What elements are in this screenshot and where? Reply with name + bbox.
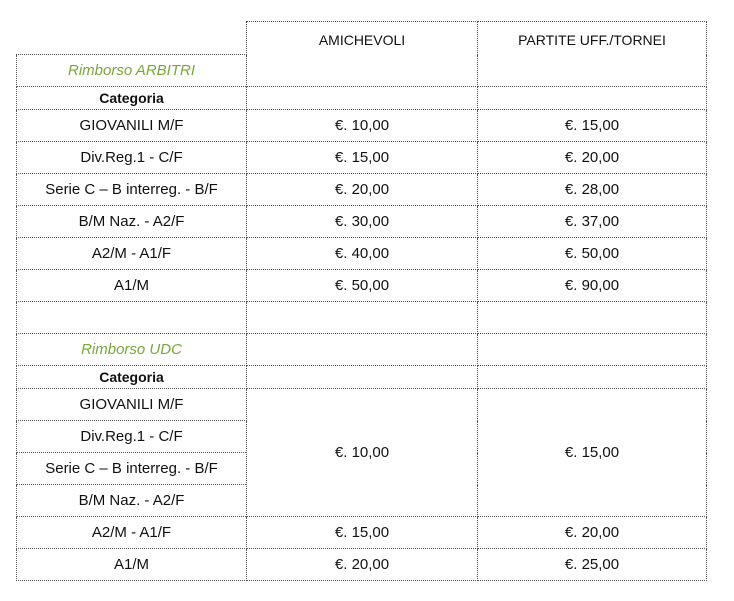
spacer-cell <box>17 302 247 334</box>
category-label-udc: Categoria <box>17 366 247 389</box>
empty-cell <box>247 366 478 389</box>
amichevoli-value: €. 10,00 <box>247 110 478 142</box>
rimborsi-table <box>16 21 707 581</box>
category-name: B/M Naz. - A2/F <box>17 206 247 238</box>
amichevoli-value: €. 20,00 <box>247 174 478 206</box>
col-header-amichevoli: AMICHEVOLI <box>247 22 478 87</box>
amichevoli-value: €. 30,00 <box>247 206 478 238</box>
category-name: A2/M - A1/F <box>17 238 247 270</box>
category-name: GIOVANILI M/F <box>17 389 247 421</box>
empty-cell <box>478 366 707 389</box>
spacer-cell <box>478 302 707 334</box>
empty-cell <box>247 334 478 366</box>
col-header-partite: PARTITE UFF./TORNEI <box>478 22 707 87</box>
partite-value: €. 25,00 <box>478 549 707 581</box>
partite-value: €. 20,00 <box>478 517 707 549</box>
empty-cell <box>478 87 707 110</box>
amichevoli-value: €. 20,00 <box>247 549 478 581</box>
partite-value: €. 28,00 <box>478 174 707 206</box>
partite-value: €. 15,00 <box>478 110 707 142</box>
amichevoli-value: €. 50,00 <box>247 270 478 302</box>
category-name: A1/M <box>17 549 247 581</box>
section-title-arbitri: Rimborso ARBITRI <box>17 55 247 87</box>
amichevoli-value: €. 15,00 <box>247 517 478 549</box>
category-name: GIOVANILI M/F <box>17 110 247 142</box>
empty-corner-cell <box>17 22 247 55</box>
spacer-cell <box>247 302 478 334</box>
amichevoli-value: €. 40,00 <box>247 238 478 270</box>
category-name: Serie C – B interreg. - B/F <box>17 174 247 206</box>
category-label-arbitri: Categoria <box>17 87 247 110</box>
partite-value: €. 90,00 <box>478 270 707 302</box>
category-name: A2/M - A1/F <box>17 517 247 549</box>
empty-cell <box>478 334 707 366</box>
category-name: A1/M <box>17 270 247 302</box>
amichevoli-value: €. 15,00 <box>247 142 478 174</box>
section-title-udc: Rimborso UDC <box>17 334 247 366</box>
empty-cell <box>247 87 478 110</box>
partite-value: €. 50,00 <box>478 238 707 270</box>
category-name: B/M Naz. - A2/F <box>17 485 247 517</box>
amichevoli-value-merged: €. 10,00 <box>247 389 478 517</box>
partite-value: €. 20,00 <box>478 142 707 174</box>
category-name: Serie C – B interreg. - B/F <box>17 453 247 485</box>
partite-value-merged: €. 15,00 <box>478 389 707 517</box>
category-name: Div.Reg.1 - C/F <box>17 142 247 174</box>
category-name: Div.Reg.1 - C/F <box>17 421 247 453</box>
partite-value: €. 37,00 <box>478 206 707 238</box>
